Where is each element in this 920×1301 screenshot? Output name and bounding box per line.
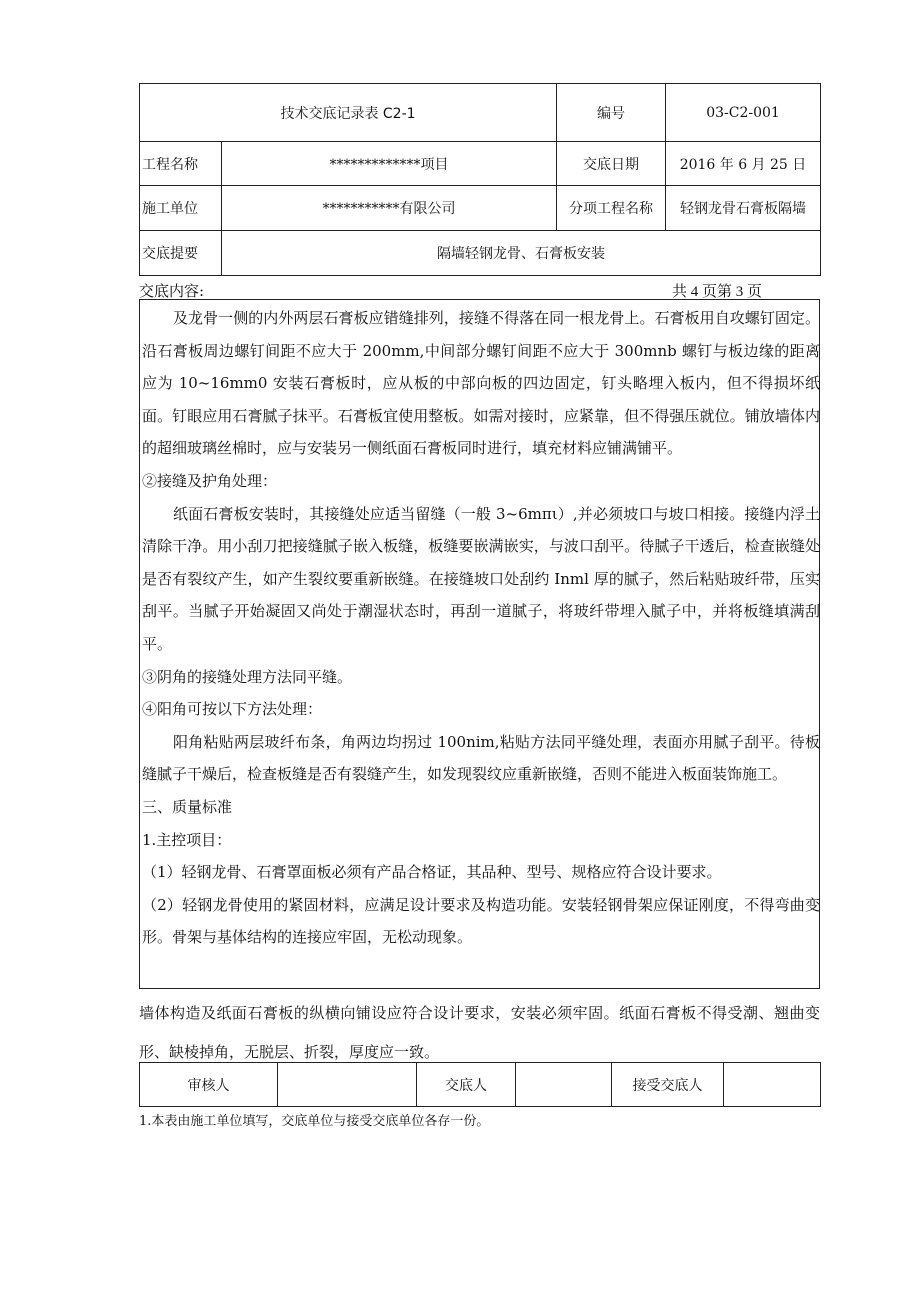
list-item: （1）轻钢龙骨、石膏罩面板必须有产品合格证，其品种、型号、规格应符合设计要求。 (142, 863, 722, 882)
number-value: 03-C2-001 (666, 84, 821, 142)
date-value: 2016 年 6 月 25 日 (666, 142, 821, 186)
list-item: （2）轻钢龙骨使用的紧固材料，应满足设计要求及构造功能。安装轻钢骨架应保证刚度，不得弯曲变形。骨架与基体结构的连接应牢固，无松动现象。 (142, 895, 820, 947)
content-paragraph: 阳角粘贴两层玻纤布条，角两边均拐过 100nim,粘贴方法同平缝处理，表面亦用腻子刮平。待板缝腻子干燥后，检查板缝是否有裂缝产生，如发现裂纹应重新嵌缝，否则不能进入板面装饰施工。 (142, 732, 820, 784)
subsection-heading: 1.主控项目： (142, 830, 232, 849)
reviewer-label: 审核人 (140, 1063, 278, 1107)
section-heading: 三、质量标准 (142, 797, 233, 816)
project-label: 工程名称 (140, 142, 222, 186)
header-table (139, 83, 821, 276)
date-label: 交底日期 (557, 142, 666, 186)
project-value: *************项目 (222, 142, 557, 186)
content-heading: ③阴角的接缝处理方法同平缝。 (142, 667, 353, 686)
subproject-label: 分项工程名称 (557, 186, 666, 231)
discloser-label: 交底人 (417, 1063, 516, 1107)
content-heading: ④阳角可按以下方法处理： (142, 700, 323, 719)
footnote: 1.本表由施工单位填写，交底单位与接受交底单位各存一份。 (139, 1114, 490, 1129)
summary-label: 交底提要 (140, 231, 222, 276)
content-paragraph: 纸面石膏板安装时，其接缝处应适当留缝（一般 3~6mπι）,并必须坡口与坡口相接。接缝内浮土清除干净。用小刮刀把接缝腻子嵌入板缝，板缝要嵌满嵌实，与波口刮平。待腻子干透后，检查嵌缝处是否有裂纹产生，如产生裂纹要重新嵌缝。在接缝坡口处刮约 Inml 厚的腻子，然后粘贴玻纤带，压实刮平。当腻子开始凝固又尚处于潮湿状态时，再刮一道腻子，将玻纤带埋入腻子中，并将板缝填满刮平。 (142, 504, 820, 653)
content-paragraph: 及龙骨一侧的内外两层石膏板应错缝排列，接缝不得落在同一根龙骨上。石膏板用自攻螺钉固定。沿石膏板周边螺钉间距不应大于 200mm,中间部分螺钉间距不应大于 300mnb 螺钉与板边缘的距离应为 10~16mm0 安装石膏板时，应从板的中部向板的四边固定，钉头略埋入板内，但不得损坏纸面。钉眼应用石膏腻子抹平。石膏板宜使用整板。如需对接时，应紧靠，但不得强压就位。铺放墙体内的超细玻璃丝棉时，应与安装另一侧纸面石膏板同时进行，填充材料应铺满铺平。 (142, 309, 820, 458)
receiver-field (724, 1063, 821, 1107)
reviewer-field (278, 1063, 417, 1107)
number-label: 编号 (557, 84, 666, 142)
subproject-value: 轻钢龙骨石膏板隔墙 (666, 186, 821, 231)
form-title: 技术交底记录表 C2-1 (140, 84, 557, 142)
unit-label: 施工单位 (140, 186, 222, 231)
summary-value: 隔墙轻钢龙骨、石膏板安装 (222, 231, 821, 276)
page-info: 共 4 页第 3 页 (672, 284, 763, 300)
signature-table (139, 1062, 821, 1107)
after-text: 墙体构造及纸面石膏板的纵横向铺设应符合设计要求，安装必须牢固。纸面石膏板不得受潮、翘曲变形、缺棱掉角，无脱层、折裂，厚度应一致。 (139, 1004, 820, 1061)
receiver-label: 接受交底人 (612, 1063, 724, 1107)
content-body (142, 302, 820, 954)
unit-value: ***********有限公司 (222, 186, 557, 231)
discloser-field (516, 1063, 612, 1107)
content-heading: ②接缝及护角处理： (142, 471, 278, 490)
content-label: 交底内容: (139, 282, 205, 300)
